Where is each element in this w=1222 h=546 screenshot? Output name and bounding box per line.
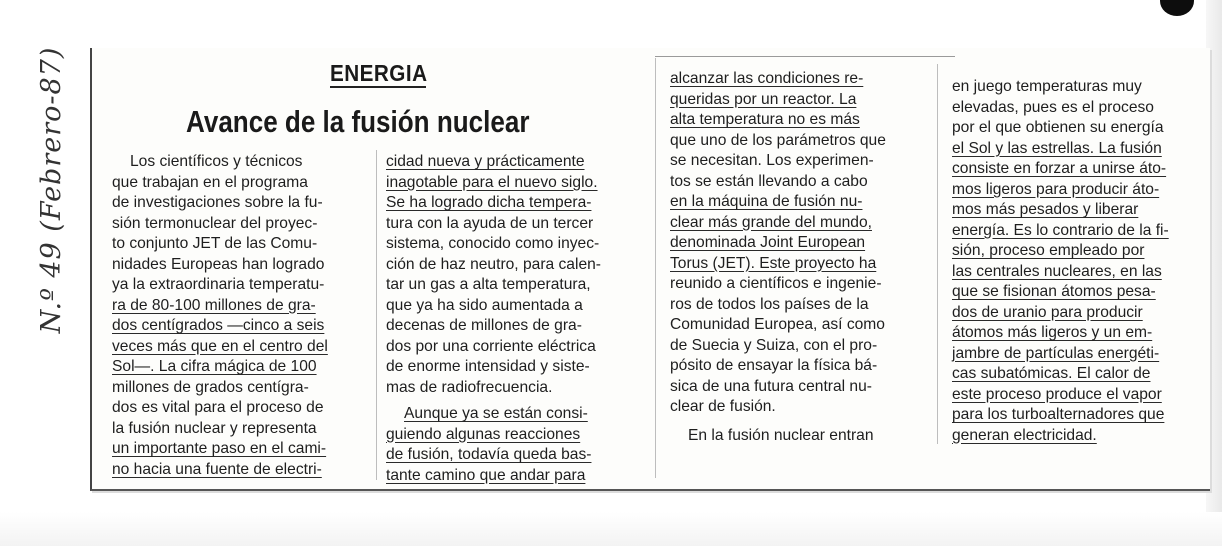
article-headline: Avance de la fusión nuclear — [186, 104, 530, 139]
column-divider-3 — [937, 64, 938, 444]
section-label-underline — [330, 86, 426, 88]
article-column-2 — [386, 152, 642, 486]
article-line: de fusión, todavía queda bas- — [386, 446, 592, 463]
article-line: Torus (JET). Este proyecto ha — [670, 254, 877, 272]
article-line: en la máquina de fusión nu- — [670, 193, 863, 210]
article-line: clear de fusión. — [670, 398, 776, 415]
article-line: Comunidad Europea, así como — [670, 316, 885, 333]
column-top-rule — [655, 56, 955, 57]
handwritten-archive-note: N.º 49 (Febrero-87) — [36, 46, 67, 334]
article-line: reunido a científicos e ingenie- — [670, 275, 882, 292]
article-line: jambre de partículas energéti- — [952, 344, 1160, 362]
article-line: cidad nueva y prácticamente — [386, 153, 585, 170]
article-line: decenas de millones de gra- — [386, 317, 582, 334]
article-line: que ya ha sido aumentada a — [386, 296, 583, 314]
article-line: dos es vital para el proceso de — [112, 399, 324, 416]
article-line: consiste en forzar a unirse áto- — [952, 160, 1167, 177]
article-line: átomos más ligeros y un em- — [952, 324, 1153, 341]
column-divider-1 — [376, 150, 377, 480]
article-line: tar un gas a alta temperatura, — [386, 276, 591, 293]
article-line: mas de radiofrecuencia. — [386, 378, 553, 396]
article-line: alta temperatura no es más — [670, 111, 860, 128]
article-line: la fusión nuclear y representa — [112, 419, 317, 437]
article-line: millones de grados centígra- — [112, 378, 309, 396]
article-line: clear más grande del mundo, — [670, 213, 872, 231]
article-line: energía. Es lo contrario de la fi- — [952, 221, 1169, 239]
article-line: Los científicos y técnicos — [130, 153, 303, 170]
article-line: no hacia una fuente de electri- — [112, 460, 322, 478]
article-column-1 — [112, 152, 362, 480]
article-line: las centrales nucleares, en las — [952, 262, 1162, 280]
article-line: to conjunto JET de las Comu- — [112, 235, 318, 252]
article-line: ción de haz neutro, para calen- — [386, 255, 601, 273]
article-line: que se fisionan átomos pesa- — [952, 283, 1156, 300]
article-line: que uno de los parámetros que — [670, 131, 886, 149]
article-line: denominada Joint European — [670, 234, 866, 251]
article-line: que trabajan en el programa — [112, 173, 308, 191]
article-line: veces más que en el centro del — [112, 337, 328, 355]
article-line: sión, proceso empleado por — [952, 242, 1145, 259]
article-line: se necesitan. Los experimen- — [670, 152, 874, 169]
article-line: elevadas, pues es el proceso — [952, 98, 1154, 116]
article-line: para los turboalternadores que — [952, 406, 1165, 423]
article-line: Sol—. La cifra mágica de 100 — [112, 358, 317, 375]
article-line: el Sol y las estrellas. La fusión — [952, 139, 1162, 157]
article-column-4 — [952, 77, 1202, 446]
scan-edge-bottom — [0, 512, 1222, 546]
article-line: queridas por un reactor. La — [670, 90, 857, 108]
article-line: Aunque ya se están consi- — [404, 405, 588, 422]
article-line: dos de uranio para producir — [952, 303, 1143, 321]
article-line: tante camino que andar para — [386, 466, 586, 484]
article-line: tura con la ayuda de un tercer — [386, 214, 594, 232]
article-line: guiendo algunas reacciones — [386, 425, 581, 443]
article-column-3 — [670, 69, 928, 446]
article-line: este proceso produce el vapor — [952, 385, 1162, 403]
article-line: un importante paso en el cami- — [112, 440, 327, 457]
article-line: alcanzar las condiciones re- — [670, 70, 864, 87]
article-line: de investigaciones sobre la fu- — [112, 194, 323, 211]
section-label: ENERGIA — [330, 60, 428, 86]
article-line: en juego temperaturas muy — [952, 78, 1142, 95]
binder-hole — [1160, 0, 1194, 16]
article-line: generan electricidad. — [952, 426, 1097, 444]
article-line: dos centígrados —cinco a seis — [112, 317, 325, 334]
article-line: de enorme intensidad y siste- — [386, 358, 590, 375]
article-line: cas subatómicas. El calor de — [952, 365, 1151, 382]
article-line: En la fusión nuclear entran — [688, 426, 874, 444]
article-line: sistema, conocido como inyec- — [386, 235, 600, 252]
article-line: ya la extraordinaria temperatu- — [112, 276, 325, 293]
article-line: por el que obtienen su energía — [952, 119, 1164, 136]
article-line: tos se están llevando a cabo — [670, 172, 868, 190]
article-line: sica de una futura central nu- — [670, 377, 872, 395]
article-line: de Suecia y Suiza, con el pro- — [670, 336, 878, 354]
article-line: ros de todos los países de la — [670, 295, 869, 313]
article-line: mos ligeros para producir áto- — [952, 180, 1160, 198]
article-line: dos por una corriente eléctrica — [386, 337, 596, 355]
article-line: ra de 80-100 millones de gra- — [112, 296, 316, 314]
article-line: sión termonuclear del proyec- — [112, 214, 318, 232]
article-line: Se ha logrado dicha tempera- — [386, 194, 592, 211]
article-line: inagotable para el nuevo siglo. — [386, 173, 598, 191]
article-line: nidades Europeas han logrado — [112, 255, 325, 273]
column-divider-2 — [655, 58, 656, 478]
article-line: pósito de ensayar la física bá- — [670, 357, 878, 374]
article-line: mos más pesados y liberar — [952, 201, 1139, 218]
